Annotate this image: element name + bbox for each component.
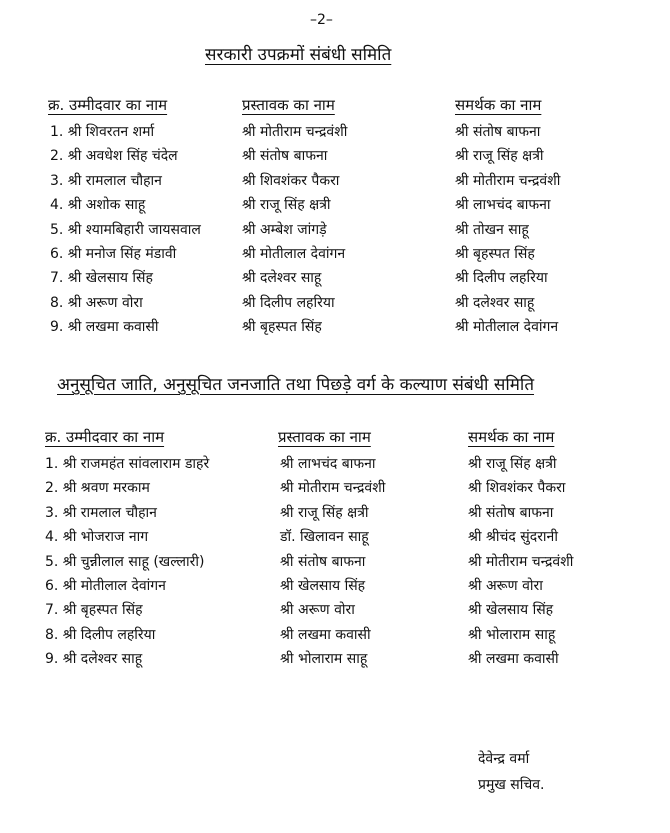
proposer-name: श्री खेलसाय सिंह xyxy=(280,577,366,594)
candidate-name: 5. श्री श्यामबिहारी जायसवाल xyxy=(50,221,201,238)
candidate-name: 2. श्री श्रवण मरकाम xyxy=(45,480,150,497)
proposer-name: श्री संतोष बाफना xyxy=(242,148,328,165)
table-row xyxy=(0,265,670,289)
supporter-name: श्री मोतीराम चन्द्रवंशी xyxy=(455,172,561,189)
proposer-name: श्री शिवशंकर पैकरा xyxy=(242,172,340,189)
proposer-name: श्री राजू सिंह क्षत्री xyxy=(242,197,331,214)
table-row xyxy=(0,622,670,646)
table-row xyxy=(0,646,670,670)
supporter-name: श्री भोलाराम साहू xyxy=(468,626,556,643)
candidate-name: 8. श्री अरूण वोरा xyxy=(50,294,143,311)
table-row xyxy=(0,451,670,475)
proposer-name: श्री संतोष बाफना xyxy=(280,553,366,570)
supporter-name: श्री शिवशंकर पैकरा xyxy=(468,480,566,497)
supporter-name: श्री तोखन साहू xyxy=(455,221,529,238)
candidate-name: 6. श्री मोतीलाल देवांगन xyxy=(45,577,166,594)
candidate-name: 4. श्री भोजराज नाग xyxy=(45,529,149,546)
table-row xyxy=(0,500,670,524)
table-row xyxy=(0,524,670,548)
proposer-name: श्री राजू सिंह क्षत्री xyxy=(280,504,369,521)
supporter-name: श्री राजू सिंह क्षत्री xyxy=(455,148,544,165)
header-candidate-name: क्र. उम्मीदवार का नाम xyxy=(45,428,165,446)
table-row xyxy=(0,573,670,597)
proposer-name: श्री लाभचंद बाफना xyxy=(280,456,376,472)
header-supporter-name: समर्थक का नाम xyxy=(455,96,542,114)
table-row xyxy=(0,217,670,241)
candidate-name: 3. श्री रामलाल चौहान xyxy=(50,172,162,189)
header-proposer-name: प्रस्तावक का नाम xyxy=(242,96,335,114)
supporter-name: श्री खेलसाय सिंह xyxy=(468,602,554,619)
proposer-name: श्री मोतीराम चन्द्रवंशी xyxy=(280,480,386,497)
page-number: –2– xyxy=(310,12,333,28)
candidate-table-section2 xyxy=(0,451,670,671)
table-row xyxy=(0,192,670,216)
proposer-name: श्री दिलीप लहरिया xyxy=(242,294,335,311)
table-row xyxy=(0,290,670,314)
candidate-name: 1. श्री राजमहंत सांवलाराम डाहरे xyxy=(45,456,210,472)
table-row xyxy=(0,475,670,499)
candidate-name: 5. श्री चुन्नीलाल साहू (खल्लारी) xyxy=(45,553,205,570)
signatory-designation: प्रमुख सचिव. xyxy=(478,777,545,793)
proposer-name: डॉ. खिलावन साहू xyxy=(280,529,369,546)
supporter-name: श्री मोतीराम चन्द्रवंशी xyxy=(468,553,574,570)
header-supporter-name: समर्थक का नाम xyxy=(468,428,555,446)
supporter-name: श्री लखमा कवासी xyxy=(468,651,559,668)
supporter-name: श्री दिलीप लहरिया xyxy=(455,270,548,287)
candidate-name: 9. श्री लखमा कवासी xyxy=(50,319,159,336)
proposer-name: श्री लखमा कवासी xyxy=(280,626,371,643)
header-proposer-name: प्रस्तावक का नाम xyxy=(278,428,371,446)
candidate-name: 2. श्री अवधेश सिंह चंदेल xyxy=(50,148,178,165)
header-candidate-name: क्र. उम्मीदवार का नाम xyxy=(48,96,168,114)
signatory-name: देवेन्द्र वर्मा xyxy=(478,751,530,767)
supporter-name: श्री मोतीलाल देवांगन xyxy=(455,319,559,336)
table-row xyxy=(0,143,670,167)
supporter-name: श्री राजू सिंह क्षत्री xyxy=(468,456,557,472)
table-row xyxy=(0,119,670,143)
table-row xyxy=(0,241,670,265)
table-row xyxy=(0,168,670,192)
candidate-table-section1 xyxy=(0,119,670,339)
section-title-welfare-committee: अनुसूचित जाति, अनुसूचित जनजाति तथा पिछड़े वर्ग के कल्याण संबंधी समिति xyxy=(57,375,535,395)
proposer-name: श्री मोतीलाल देवांगन xyxy=(242,245,346,262)
section-title-public-undertakings: सरकारी उपक्रमों संबंधी समिति xyxy=(205,45,392,65)
supporter-name: श्री श्रीचंद सुंदरानी xyxy=(468,529,558,546)
candidate-name: 9. श्री दलेश्वर साहू xyxy=(45,651,143,668)
supporter-name: श्री संतोष बाफना xyxy=(468,504,554,521)
signature-block xyxy=(478,746,544,798)
supporter-name: श्री दलेश्वर साहू xyxy=(455,294,535,311)
table-row xyxy=(0,549,670,573)
supporter-name: श्री बृहस्पत सिंह xyxy=(455,245,535,262)
supporter-name: श्री लाभचंद बाफना xyxy=(455,197,551,214)
proposer-name: श्री बृहस्पत सिंह xyxy=(242,319,322,336)
proposer-name: श्री मोतीराम चन्द्रवंशी xyxy=(242,124,348,140)
proposer-name: श्री भोलाराम साहू xyxy=(280,651,368,668)
candidate-name: 7. श्री खेलसाय सिंह xyxy=(50,270,153,287)
supporter-name: श्री अरूण वोरा xyxy=(468,577,543,594)
candidate-name: 1. श्री शिवरतन शर्मा xyxy=(50,124,155,140)
proposer-name: श्री दलेश्वर साहू xyxy=(242,270,322,287)
supporter-name: श्री संतोष बाफना xyxy=(455,124,541,140)
candidate-name: 3. श्री रामलाल चौहान xyxy=(45,504,157,521)
table-row xyxy=(0,597,670,621)
candidate-name: 7. श्री बृहस्पत सिंह xyxy=(45,602,143,619)
candidate-name: 4. श्री अशोक साहू xyxy=(50,197,146,214)
candidate-name: 6. श्री मनोज सिंह मंडावी xyxy=(50,245,177,262)
proposer-name: श्री अम्बेश जांगड़े xyxy=(242,221,327,238)
table-row xyxy=(0,314,670,338)
proposer-name: श्री अरूण वोरा xyxy=(280,602,355,619)
candidate-name: 8. श्री दिलीप लहरिया xyxy=(45,626,156,643)
